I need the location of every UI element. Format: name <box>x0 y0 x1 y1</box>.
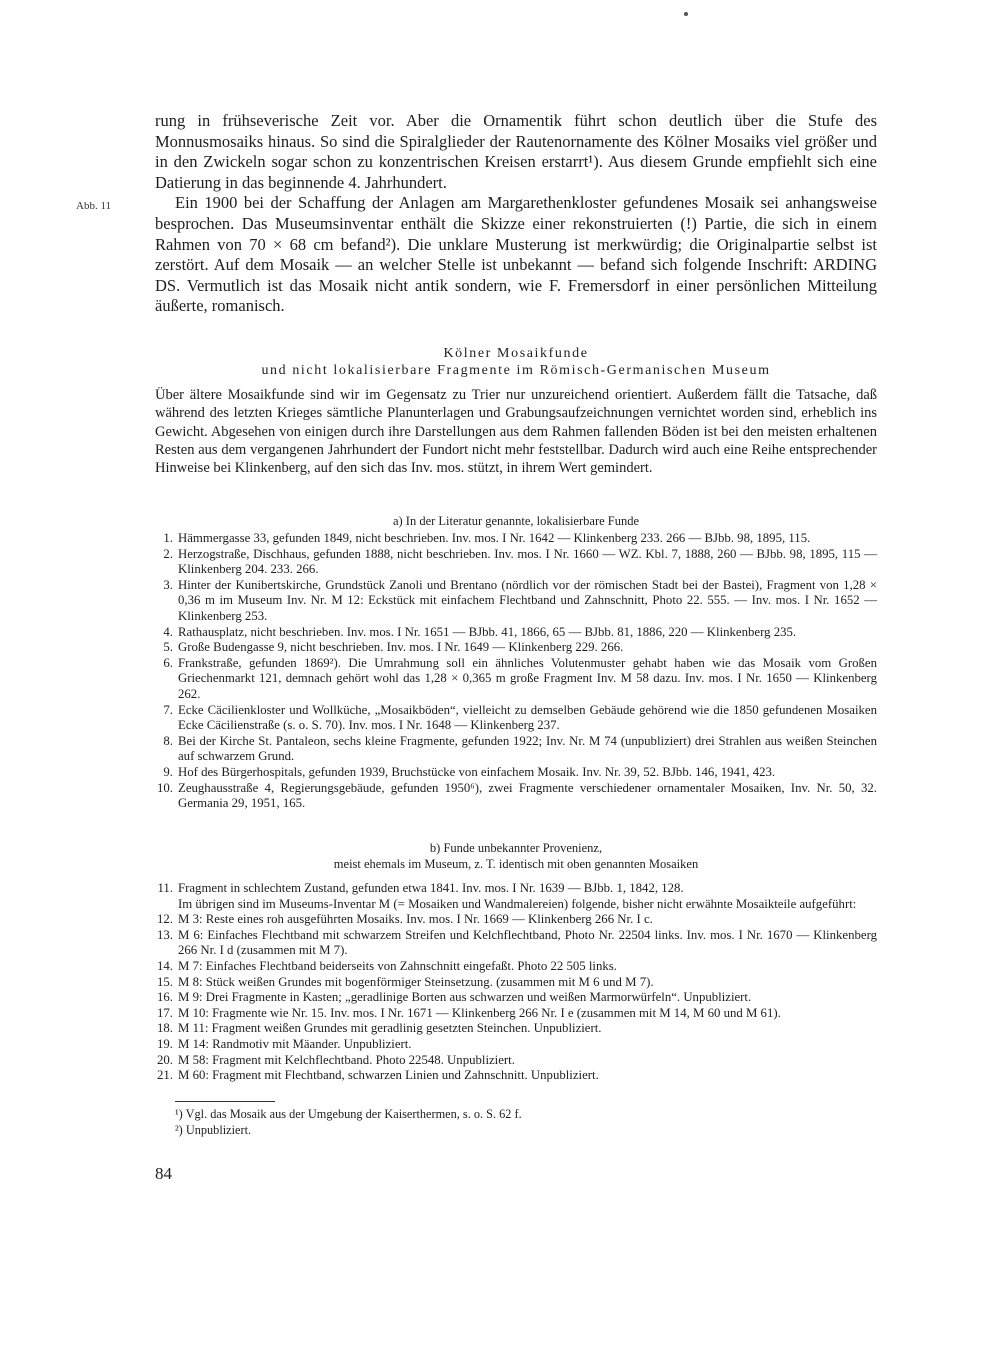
list-item-text: Herzogstraße, Dischhaus, gefunden 1888, nicht beschrieben. Inv. mos. I Nr. 1660 — WZ. Kbl. 7, 1888, 260 — BJbb. 98, 1895, 115 — Klinkenberg 204. 233. 266. <box>178 546 877 577</box>
list-item-number: 18. <box>157 1021 173 1036</box>
list-item <box>155 547 877 578</box>
list-item-text: Große Budengasse 9, nicht beschrieben. Inv. mos. I Nr. 1649 — Klinkenberg 229. 266. <box>178 640 624 655</box>
list-item <box>155 928 877 959</box>
list-item-text: Hinter der Kunibertskirche, Grundstück Zanoli und Brentano (nördlich vor der römischen Stadt bei der Bastei), Fragment von 1,28 × 0,36 m im Museum Inv. Nr. M 12: Eckstück mit einfachem Flechtband und Zahnschnitt, Photo 22. 555. — Inv. mos. I Nr. 1652 — Klinkenberg 253. <box>178 577 877 623</box>
list-item-text: M 6: Einfaches Flechtband mit schwarzem Streifen und Kelchflechtband, Photo Nr. 22504 links. Inv. mos. I Nr. 1670 — Klinkenberg 266 Nr. I d (zusammen mit M 7). <box>178 927 877 958</box>
figure-reference: Abb. 11 <box>76 200 112 212</box>
list-item <box>155 578 877 625</box>
list-item <box>155 531 877 547</box>
list-item-text: Rathausplatz, nicht beschrieben. Inv. mos. I Nr. 1651 — BJbb. 41, 1866, 65 — BJbb. 81, 1886, 220 — Klinkenberg 235. <box>178 624 797 639</box>
list-item-number: 13. <box>157 927 173 942</box>
find-list-b <box>155 881 877 1084</box>
list-item <box>155 703 877 734</box>
list-item <box>155 625 877 641</box>
section-heading-line-1: Kölner Mosaikfunde <box>443 346 589 361</box>
list-item-number: 1. <box>163 531 173 545</box>
list-item-number: 20. <box>157 1052 173 1067</box>
list-item-number: 10. <box>157 780 173 795</box>
list-item-number: 4. <box>163 624 173 639</box>
list-item <box>155 1021 877 1037</box>
list-item-number: 6. <box>163 655 173 670</box>
list-item-text: Ecke Cäcilienkloster und Wollküche, „Mosaikböden“, vielleicht zu demselben Gebäude gehörend wie die 1850 gefundenen Mosaiken Ecke Cäcilienstraße (s. o. S. 70). Inv. mos. I Nr. 1648 — Klinkenberg 237. <box>178 702 877 733</box>
list-item <box>155 640 877 656</box>
list-item-text: M 58: Fragment mit Kelchflechtband. Photo 22548. Unpubliziert. <box>178 1052 515 1067</box>
list-item-text: Frankstraße, gefunden 1869²). Die Umrahmung soll ein ähnliches Volutenmuster gehabt haben wie das Mosaik vom Großen Griechenmarkt 121, demnach gehört wohl das 1,28 × 0,365 m große Fragment Inv. M 58 dazu. Inv. mos. I Nr. 1650 — Klinkenberg 262. <box>178 655 877 701</box>
list-item-number: 2. <box>163 546 173 561</box>
list-item <box>155 975 877 991</box>
list-item <box>155 765 877 781</box>
list-item-text: M 9: Drei Fragmente in Kasten; „geradlinige Borten aus schwarzen und weißen Marmorwürfeln“. Unpubliziert. <box>178 990 752 1005</box>
list-item <box>155 912 877 928</box>
section-heading <box>155 345 877 379</box>
footnote-divider <box>175 1101 275 1102</box>
list-item <box>155 781 877 812</box>
section-heading-line-2: und nicht lokalisierbare Fragmente im Römisch-Germanischen Museum <box>261 363 771 378</box>
list-item-number: 3. <box>163 577 173 592</box>
list-item-text: M 7: Einfaches Flechtband beiderseits von Zahnschnitt eingefaßt. Photo 22 505 links. <box>178 958 617 973</box>
list-item <box>155 1068 877 1084</box>
speck-mark <box>684 12 688 16</box>
list-item-text: Fragment in schlechtem Zustand, gefunden etwa 1841. Inv. mos. I Nr. 1639 — BJbb. 1, 1842, 128. <box>178 881 684 895</box>
list-item-number: 12. <box>157 912 173 927</box>
footnotes <box>175 1106 775 1138</box>
list-item-number: 16. <box>157 990 173 1005</box>
list-item <box>155 1006 877 1022</box>
subheading-a: a) In der Literatur genannte, lokalisierbare Funde <box>392 514 640 528</box>
list-item <box>155 990 877 1006</box>
list-item-number: 8. <box>163 733 173 748</box>
list-item-number: 5. <box>163 640 173 655</box>
list-item-number: 7. <box>163 702 173 717</box>
page-number: 84 <box>155 1164 172 1183</box>
footnote-1: ¹) Vgl. das Mosaik aus der Umgebung der Kaiserthermen, s. o. S. 62 f. <box>175 1107 522 1121</box>
list-item-text: Bei der Kirche St. Pantaleon, sechs kleine Fragmente, gefunden 1922; Inv. Nr. M 74 (unpubliziert) drei Strahlen aus weißen Steinchen auf schwarzem Grund. <box>178 733 877 764</box>
subheading-b-line-2: meist ehemals im Museum, z. T. identisch mit oben genannten Mosaiken <box>333 857 699 871</box>
list-item <box>155 1053 877 1069</box>
list-item <box>155 734 877 765</box>
list-item-note: Im übrigen sind im Museums-Inventar M (= Mosaiken und Wandmalereien) folgende, bisher nicht erwähnte Mosaikteile aufgeführt: <box>178 896 857 911</box>
list-item <box>155 881 877 912</box>
list-item-text: M 60: Fragment mit Flechtband, schwarzen Linien und Zahnschnitt. Unpubliziert. <box>178 1068 599 1083</box>
main-paragraph: Über ältere Mosaikfunde sind wir im Gegensatz zu Trier nur unzureichend orientiert. Außerdem fällt die Tatsache, daß während des letzten Krieges sämtliche Planunterlagen und Grabungsaufzeichnungen vernichtet worden sind, erheblich ins Gewicht. Abgesehen von einigen durch ihre Darstellungen aus dem Rahmen fallenden Böden ist bei den meisten erhaltenen Resten aus dem vergangenen Jahrhundert der Fundort nicht mehr feststellbar. Dadurch wird auch eine Reihe entsprechender Hinweise bei Klinkenberg, auf den sich das Inv. mos. stützt, in ihrem Wert gemindert. <box>155 387 877 477</box>
list-item-number: 21. <box>157 1068 173 1083</box>
list-item <box>155 959 877 975</box>
subheading-b <box>155 840 877 872</box>
subheading-b-line-1: b) Funde unbekannter Provenienz, <box>429 841 603 855</box>
list-item-text: M 14: Randmotiv mit Mäander. Unpubliziert. <box>178 1036 412 1051</box>
main-text <box>155 386 877 477</box>
list-item-number: 17. <box>157 1005 173 1020</box>
footnote-2: ²) Unpubliziert. <box>175 1123 252 1137</box>
list-item-number: 19. <box>157 1036 173 1051</box>
list-item-text: M 10: Fragmente wie Nr. 15. Inv. mos. I Nr. 1671 — Klinkenberg 266 Nr. I e (zusammen mit M 14, M 60 und M 61). <box>178 1005 781 1020</box>
intro-paragraph-1: rung in frühseverische Zeit vor. Aber die Ornamentik führt schon deutlich über die Stufe des Monnusmosaiks hinaus. So sind die Spiralglieder der Rautenornamente des Kölner Mosaiks viel größer und in den Zwickeln sogar schon zu konzentrischen Kreisen erstarrt¹). Aus diesem Grunde empfiehlt sich eine Datierung in das beginnende 4. Jahrhundert. <box>155 111 877 192</box>
list-item-number: 11. <box>157 881 173 895</box>
list-item-text: M 11: Fragment weißen Grundes mit geradlinig gesetzten Steinchen. Unpubliziert. <box>178 1021 602 1036</box>
list-item <box>155 656 877 703</box>
list-item-text: M 8: Stück weißen Grundes mit bogenförmiger Steinsetzung. (zusammen mit M 6 und M 7). <box>178 974 654 989</box>
list-item-text: Zeughausstraße 4, Regierungsgebäude, gefunden 1950⁶), zwei Fragmente verschiedener ornamentaler Mosaiken, Inv. Nr. 50, 32. Germania 29, 1951, 165. <box>178 780 877 811</box>
list-item-number: 14. <box>157 958 173 973</box>
intro-paragraph-2: Ein 1900 bei der Schaffung der Anlagen am Margarethenkloster gefundenes Mosaik sei anhangsweise besprochen. Das Museumsinventar enthält die Skizze einer rekonstruierten (!) Partie, die sich in einem Rahmen von 70 × 68 cm befand²). Die unklare Musterung ist merkwürdig; die Originalpartie selbst ist zerstört. Auf dem Mosaik — an welcher Stelle ist unbekannt — befand sich folgende Inschrift: ARDING DS. Vermutlich ist das Mosaik nicht antik sondern, wie F. Fremersdorf in einer persönlichen Mitteilung äußerte, romanisch. <box>155 193 877 316</box>
list-item-text: Hämmergasse 33, gefunden 1849, nicht beschrieben. Inv. mos. I Nr. 1642 — Klinkenberg 233. 266 — BJbb. 98, 1895, 115. <box>178 531 811 545</box>
list-item-number: 15. <box>157 974 173 989</box>
intro-text <box>155 111 877 317</box>
list-item-text: M 3: Reste eines roh ausgeführten Mosaiks. Inv. mos. I Nr. 1669 — Klinkenberg 266 Nr. I c. <box>178 912 653 927</box>
list-item-text: Hof des Bürgerhospitals, gefunden 1939, Bruchstücke von einfachem Mosaik. Inv. Nr. 39, 52. BJbb. 146, 1941, 423. <box>178 764 776 779</box>
list-item-number: 9. <box>163 764 173 779</box>
list-item <box>155 1037 877 1053</box>
find-list-a <box>155 531 877 812</box>
